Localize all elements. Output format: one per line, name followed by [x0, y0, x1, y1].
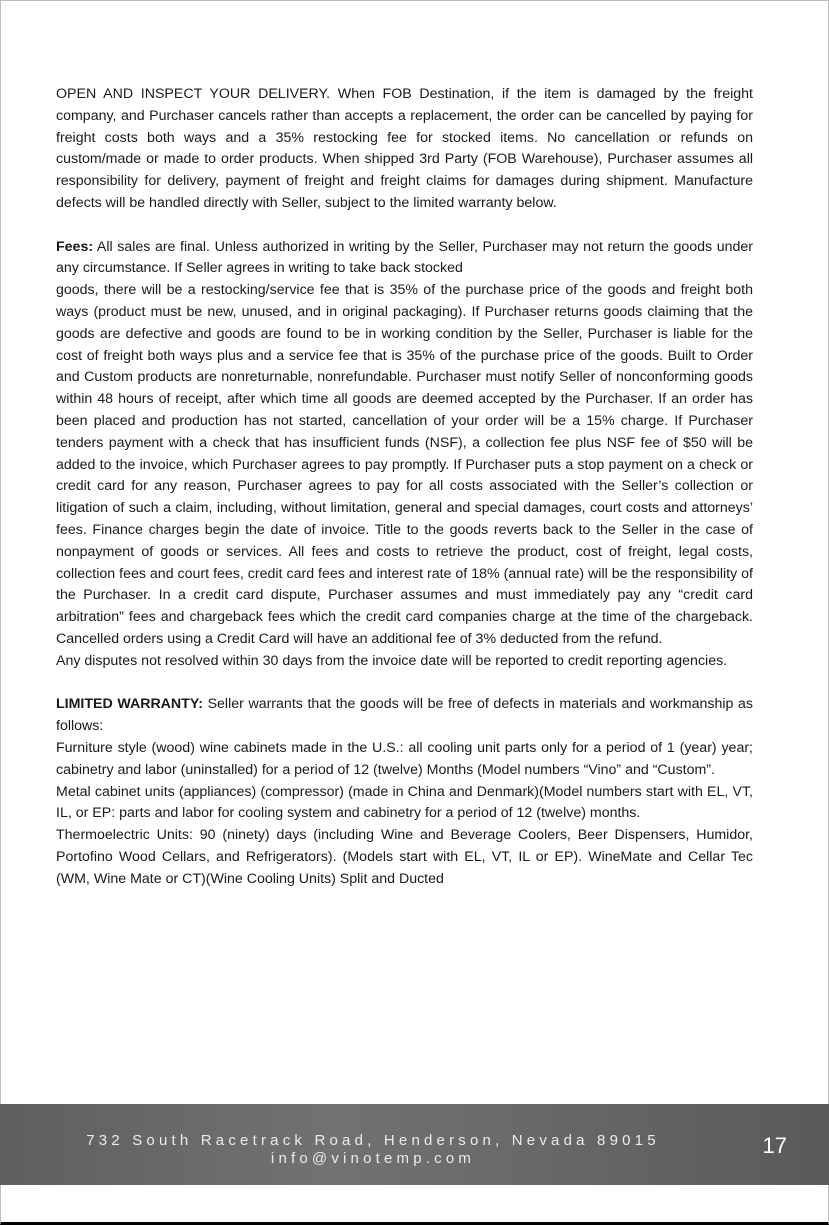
warranty-furniture: Furniture style (wood) wine cabinets made in the U.S.: all cooling unit parts only for a period of 1 (year) year; cabinetry and labor (uninstalled) for a period of 12 (twelve) Months (Model numbers “Vino” and “Custom”.: [56, 739, 753, 778]
page-number: 17: [762, 1133, 787, 1158]
warranty-intro: Seller warrants that the goods will be free of defects in materials and workmanship as follows:: [56, 696, 753, 735]
paragraph-gap: [56, 673, 753, 695]
fees-paragraph: [56, 237, 753, 281]
warranty-thermoelectric: Thermoelectric Units: 90 (ninety) days (including Wine and Beverage Coolers, Beer Dispensers, Humidor, Portofino Wood Cellars, and Refrigerators). (Models start with EL, VT, IL or EP). WineMate and Cellar Tec (WM, Wine Mate or CT)(Wine Cooling Units) Split and Ducted: [56, 827, 753, 887]
footer-address: 732 South Racetrack Road, Henderson, Nevada 89015: [86, 1132, 660, 1149]
fees-text-first: All sales are final. Unless authorized in writing by the Seller, Purchaser may not return the goods under any circumstance. If Seller agrees in writing to take back stocked: [56, 238, 753, 277]
page-footer: [0, 1104, 829, 1185]
disputes-paragraph: Any disputes not resolved within 30 days from the invoice date will be reported to credit reporting agencies.: [56, 652, 728, 669]
paragraph-gap: [56, 215, 753, 237]
delivery-paragraph: OPEN AND INSPECT YOUR DELIVERY. When FOB Destination, if the item is damaged by the freight company, and Purchaser cancels rather than accepts a replacement, the order can be cancelled by paying for freight costs both ways and a 35% restocking fee for stocked items. No cancellation or refunds on custom/made or made to order products. When shipped 3rd Party (FOB Warehouse), Purchaser assumes all responsibility for delivery, payment of freight and freight claims for damages during shipment. Manufacture defects will be handled directly with Seller, subject to the limited warranty below.: [56, 86, 753, 211]
fees-label: Fees:: [56, 238, 94, 255]
warranty-metal: Metal cabinet units (appliances) (compressor) (made in China and Denmark)(Model numbers start with EL, VT, IL, or EP: parts and labor for cooling system and cabinetry for a period of 12 (twelve) months.: [56, 783, 753, 822]
warranty-paragraph: [56, 694, 753, 738]
warranty-label: LIMITED WARRANTY:: [56, 696, 203, 713]
fees-paragraph-continued: goods, there will be a restocking/service fee that is 35% of the purchase price of the goods and freight both ways (product must be new, unused, and in original packaging). If Purchaser returns goods claiming that the goods are defective and goods are found to be in working condition by the Seller, Purchaser is liable for the cost of freight both ways plus and a service fee that is 35% of the purchase price of the goods. Built to Order and Custom products are nonreturnable, nonrefundable. Purchaser must notify Seller of nonconforming goods within 48 hours of receipt, after which time all goods are deemed accepted by the Purchaser. If an order has been placed and production has not started, cancellation of your order will be a 15% charge. If Purchaser tenders payment with a check that has insufficient funds (NSF), a collection fee plus NSF fee of $50 will be added to the invoice, which Purchaser agrees to pay promptly. If Purchaser puts a stop payment on a check or credit card for any reason, Purchaser agrees to pay for all costs associated with the Seller’s collection or litigation of such a claim, including, without limitation, general and special damages, court costs and attorneys’ fees. Finance charges begin the date of invoice. Title to the goods reverts back to the Seller in the case of nonpayment of goods or services. All fees and costs to retrieve the product, cost of freight, legal costs, collection fees and court fees, credit card fees and interest rate of 18% (annual rate) will be the responsibility of the Purchaser. In a credit card dispute, Purchaser assumes and must immediately pay any “credit card arbitration” fees and chargeback fees which the credit card companies charge at the time of the chargeback. Cancelled orders using a Credit Card will have an additional fee of 3% deducted from the refund.: [56, 282, 753, 647]
footer-email: info@vinotemp.com: [270, 1150, 476, 1167]
document-body: [56, 84, 753, 890]
